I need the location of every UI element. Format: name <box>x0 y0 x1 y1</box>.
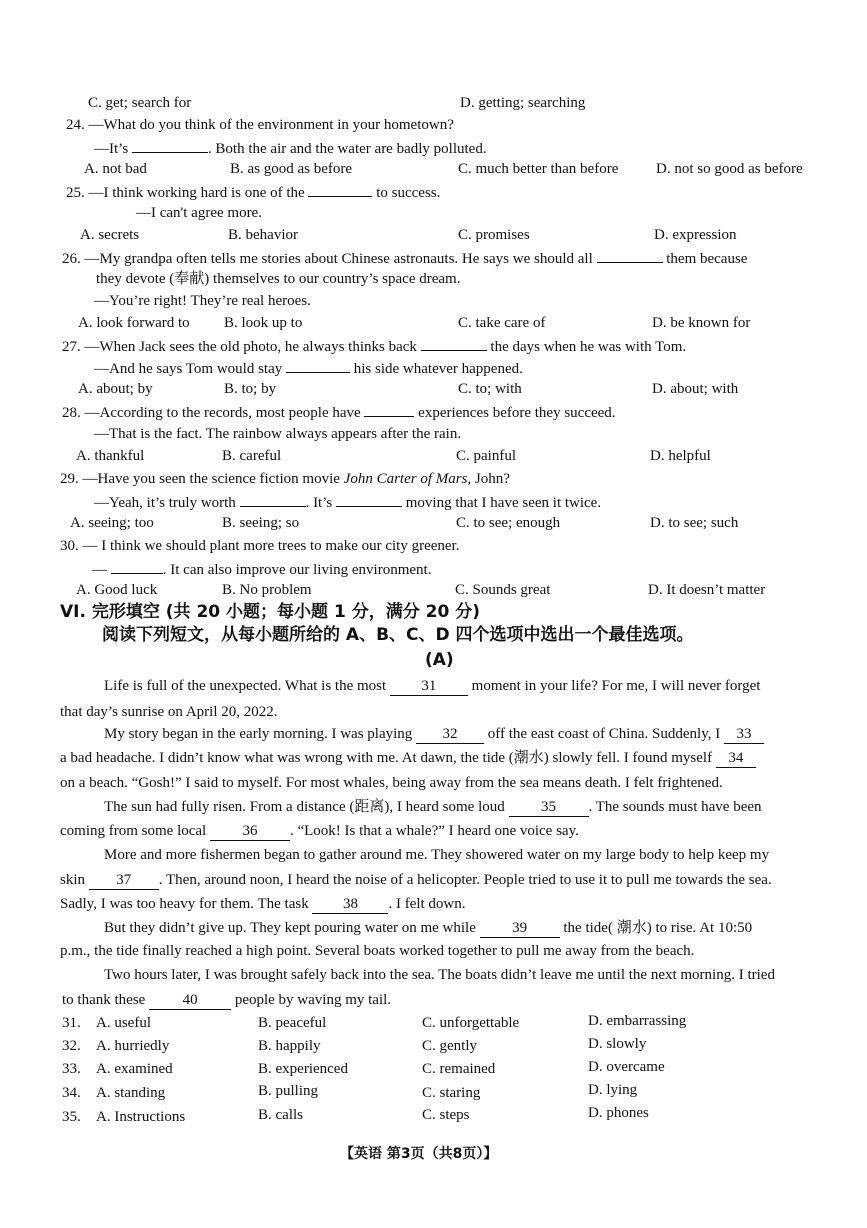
blank <box>111 559 163 574</box>
q27-stem: 27. —When Jack sees the old photo, he always thinks back the days when he was with Tom. <box>62 336 686 356</box>
q25-option-b: B. behavior <box>228 227 298 243</box>
option-b: B. calls <box>258 1107 303 1123</box>
q23-option-d: D. getting; searching <box>460 95 586 111</box>
option-d: D. slowly <box>588 1036 647 1052</box>
q26-option-b: B. look up to <box>224 315 303 331</box>
passage-line: But they didn’t give up. They kept pouring water on me while 39 the tide( 潮水) to rise. At 10:50 <box>104 920 753 936</box>
passage-line: on a beach. “Gosh!” I said to myself. For most whales, being away from the sea means death. I felt frightened. <box>60 775 723 791</box>
q29-option-b: B. seeing; so <box>222 515 300 531</box>
q24-option-c: C. much better than before <box>458 161 619 177</box>
section-title: VI. 完形填空 (共 20 小题；每小题 1 分，满分 20 分) <box>60 602 480 622</box>
blank-34: 34 <box>716 749 756 768</box>
passage-line: skin 37 . Then, around noon, I heard the noise of a helicopter. People tried to use it to pull me towards the sea. <box>60 872 772 888</box>
blank <box>421 336 487 351</box>
q28-option-a: A. thankful <box>76 448 145 464</box>
q30-stem: 30. — I think we should plant more trees to make our city greener. <box>60 538 460 554</box>
option-a: A. Instructions <box>96 1109 186 1125</box>
blank <box>364 402 414 417</box>
movie-title: John Carter of Mars <box>343 471 468 487</box>
q25-option-a: A. secrets <box>80 227 140 243</box>
blank-40: 40 <box>149 991 231 1010</box>
q26-option-c: C. take care of <box>458 315 546 331</box>
q28-option-b: B. careful <box>222 448 282 464</box>
blank-33: 33 <box>724 725 764 744</box>
q26-option-d: D. be known for <box>652 315 751 331</box>
blank-32: 32 <box>416 725 484 744</box>
q23-option-c: C. get; search for <box>88 95 192 111</box>
q24-answer: —It’s . Both the air and the water are badly polluted. <box>94 138 487 158</box>
page-footer: 【英语 第3页（共8页）】 <box>340 1146 498 1162</box>
q26-answer: —You’re right! They’re real heroes. <box>94 293 311 309</box>
blank-37: 37 <box>89 871 159 890</box>
q26-stem-cont: they devote (奉献) themselves to our country’s space dream. <box>96 271 461 287</box>
blank <box>132 138 208 153</box>
q24-stem <box>66 116 454 134</box>
option-b: B. peaceful <box>258 1015 327 1031</box>
q25-stem: 25. —I think working hard is one of the to success. <box>66 182 440 202</box>
section-instruction: 阅读下列短文，从每小题所给的 A、B、C、D 四个选项中选出一个最佳选项。 <box>102 625 694 645</box>
option-a: A. standing <box>96 1085 166 1101</box>
passage-line: Two hours later, I was brought safely back into the sea. The boats didn’t leave me until the next morning. I tried <box>104 967 775 983</box>
option-b: B. experienced <box>258 1061 348 1077</box>
q28-option-d: D. helpful <box>650 448 711 464</box>
q28-answer: —That is the fact. The rainbow always appears after the rain. <box>94 426 462 442</box>
passage-line: that day’s sunrise on April 20, 2022. <box>60 704 278 720</box>
q27-option-d: D. about; with <box>652 381 739 397</box>
q30-answer: — . It can also improve our living environment. <box>92 559 431 579</box>
q29-answer: —Yeah, it’s truly worth . It’s moving that I have seen it twice. <box>94 492 601 512</box>
q30-option-c: C. Sounds great <box>455 582 551 598</box>
option-row: 35. <box>62 1109 81 1125</box>
passage-line: to thank these 40 people by waving my tail. <box>62 992 392 1008</box>
option-d: D. embarrassing <box>588 1013 687 1029</box>
q29-option-a: A. seeing; too <box>70 515 154 531</box>
q29-option-c: C. to see; enough <box>456 515 561 531</box>
q27-option-b: B. to; by <box>224 381 277 397</box>
option-c: C. gently <box>422 1038 477 1054</box>
q27-answer: —And he says Tom would stay his side whatever happened. <box>94 358 523 378</box>
option-c: C. unforgettable <box>422 1015 520 1031</box>
q24-number: 24. <box>66 117 85 133</box>
blank-35: 35 <box>509 798 589 817</box>
option-d: D. lying <box>588 1082 638 1098</box>
passage-line: p.m., the tide finally reached a high point. Several boats worked together to pull me away from the beach. <box>60 943 695 959</box>
option-row: 34. <box>62 1085 81 1101</box>
passage-line: coming from some local 36 . “Look! Is that a whale?” I heard one voice say. <box>60 823 579 839</box>
q25-answer: —I can't agree more. <box>136 205 262 221</box>
q30-option-d: D. It doesn’t matter <box>648 582 766 598</box>
passage-line: More and more fishermen began to gather around me. They showered water on my large body to help keep my <box>104 847 770 863</box>
blank <box>240 492 306 507</box>
option-b: B. pulling <box>258 1083 319 1099</box>
passage-part-label: (A) <box>425 650 454 670</box>
passage-line: a bad headache. I didn’t know what was wrong with me. At dawn, the tide (潮水) slowly fell. I found myself 34 <box>60 749 756 768</box>
blank <box>597 248 663 263</box>
option-row: 33. <box>62 1061 81 1077</box>
q25-option-d: D. expression <box>654 227 737 243</box>
q26-option-a: A. look forward to <box>78 315 190 331</box>
option-c: C. steps <box>422 1107 470 1123</box>
option-a: A. examined <box>96 1061 173 1077</box>
q28-stem: 28. —According to the records, most people have experiences before they succeed. <box>62 402 616 422</box>
q24-option-a: A. not bad <box>84 161 147 177</box>
blank <box>336 492 402 507</box>
passage-line: Life is full of the unexpected. What is the most 31 moment in your life? For me, I will never forget <box>104 678 761 694</box>
option-b: B. happily <box>258 1038 321 1054</box>
option-d: D. overcame <box>588 1059 665 1075</box>
q26-stem: 26. —My grandpa often tells me stories about Chinese astronauts. He says we should all them because <box>62 248 747 268</box>
passage-line: Sadly, I was too heavy for them. The task 38 . I felt down. <box>60 896 466 912</box>
blank-38: 38 <box>312 895 388 914</box>
blank-36: 36 <box>210 822 290 841</box>
option-a: A. useful <box>96 1015 151 1031</box>
q28-option-c: C. painful <box>456 448 516 464</box>
passage-line: My story began in the early morning. I was playing 32 off the east coast of China. Suddenly, I 33 <box>104 725 764 744</box>
q24-option-b: B. as good as before <box>230 161 353 177</box>
blank-31: 31 <box>390 677 468 696</box>
q25-option-c: C. promises <box>458 227 530 243</box>
q29-stem: 29. —Have you seen the science fiction movie John Carter of Mars, John? <box>60 471 510 487</box>
q30-option-b: B. No problem <box>222 582 312 598</box>
option-a: A. hurriedly <box>96 1038 170 1054</box>
q27-option-a: A. about; by <box>78 381 153 397</box>
blank-39: 39 <box>480 919 560 938</box>
q29-option-d: D. to see; such <box>650 515 739 531</box>
option-row: 31. <box>62 1015 81 1031</box>
q24-option-d: D. not so good as before <box>656 161 803 177</box>
option-row: 32. <box>62 1038 81 1054</box>
blank <box>286 358 350 373</box>
passage-line: The sun had fully risen. From a distance (距离), I heard some loud 35 . The sounds must have been <box>104 799 762 815</box>
option-d: D. phones <box>588 1105 649 1121</box>
option-c: C. staring <box>422 1085 481 1101</box>
q24-question: —What do you think of the environment in your hometown? <box>88 117 454 133</box>
blank <box>308 182 372 197</box>
q30-option-a: A. Good luck <box>76 582 158 598</box>
q27-option-c: C. to; with <box>458 381 522 397</box>
option-c: C. remained <box>422 1061 496 1077</box>
